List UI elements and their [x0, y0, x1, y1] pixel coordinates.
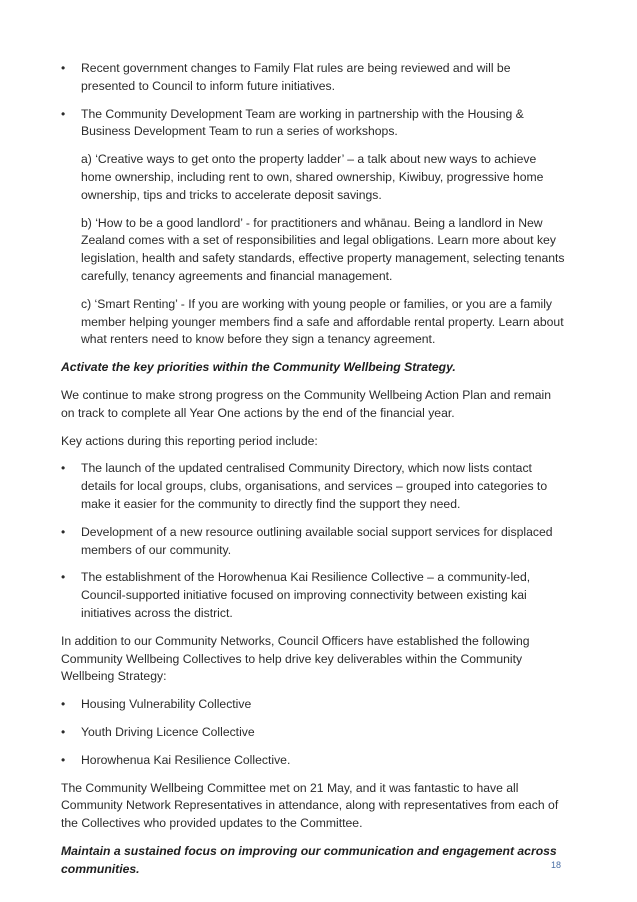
- bullet-item: [61, 106, 567, 142]
- bullet-item: [61, 524, 567, 560]
- bullet-text: The establishment of the Horowhenua Kai Resilience Collective – a community-led, Council-supported initiative focused on improving connectivity between existing kai initiatives across the district.: [81, 570, 531, 620]
- bullet-item: [61, 752, 567, 770]
- paragraph: In addition to our Community Networks, Council Officers have established the following Community Wellbeing Collectives to help drive key deliverables within the Community Wellbeing Strategy:: [61, 633, 530, 684]
- bullet-item: [61, 460, 567, 513]
- bullet-dot-icon: •: [61, 697, 66, 712]
- workshop-item: a) ‘Creative ways to get onto the property ladder’ – a talk about new ways to achieve home ownership, including rent to own, shared ownership, Kiwibuy, progressive home ownership, tips and tricks to accelerate deposit savings.: [81, 152, 544, 202]
- paragraph: Key actions during this reporting period include:: [61, 433, 318, 448]
- bullet-text: The launch of the updated centralised Community Directory, which now lists contact details for local groups, clubs, organisations, and services – grouped into categories to make it easier for the community to directly find the support they need.: [81, 461, 548, 511]
- bullet-dot-icon: •: [61, 461, 66, 476]
- paragraph: The Community Wellbeing Committee met on 21 May, and it was fantastic to have all Community Network Representatives in attendance, along with representatives from each of the Collectives who provided updates to the Committee.: [61, 780, 559, 831]
- document-body: [61, 60, 567, 888]
- section-heading: Activate the key priorities within the Community Wellbeing Strategy.: [61, 360, 456, 375]
- workshop-item: b) ‘How to be a good landlord’ - for practitioners and whānau. Being a landlord in New Zealand comes with a set of responsibilities and legal obligations. Learn more about key legislation, health and safety standards, effective property management, selecting tenants carefully, tenancy agreements and financial management.: [81, 215, 565, 283]
- bullet-text: Housing Vulnerability Collective: [81, 697, 252, 712]
- bullet-text: The Community Development Team are working in partnership with the Housing & Business Development Team to run a series of workshops.: [81, 106, 524, 139]
- bullet-dot-icon: •: [61, 570, 66, 585]
- bullet-dot-icon: •: [61, 724, 66, 739]
- bullet-text: Youth Driving Licence Collective: [81, 724, 255, 739]
- bullet-dot-icon: •: [61, 106, 66, 121]
- section-heading: Maintain a sustained focus on improving our communication and engagement across communities.: [61, 843, 557, 876]
- bullet-dot-icon: •: [61, 752, 66, 767]
- bullet-item: [61, 60, 567, 96]
- bullet-item: [61, 569, 567, 622]
- bullet-dot-icon: •: [61, 61, 66, 75]
- bullet-item: [61, 724, 567, 742]
- paragraph: We continue to make strong progress on the Community Wellbeing Action Plan and remain on track to complete all Year One actions by the end of the financial year.: [61, 387, 552, 420]
- page-number: 18: [551, 860, 562, 870]
- workshop-item: c) ‘Smart Renting’ - If you are working with young people or families, or you are a family member helping younger members find a safe and affordable rental property. Learn about what renters need to know before they sign a tenancy agreement.: [81, 296, 564, 347]
- bullet-text: Development of a new resource outlining available social support services for displaced members of our community.: [81, 524, 553, 557]
- bullet-text: Horowhenua Kai Resilience Collective.: [81, 752, 291, 767]
- bullet-dot-icon: •: [61, 524, 66, 539]
- bullet-text: Recent government changes to Family Flat rules are being reviewed and will be presented to Council to inform future initiatives.: [81, 61, 511, 93]
- bullet-item: [61, 696, 567, 714]
